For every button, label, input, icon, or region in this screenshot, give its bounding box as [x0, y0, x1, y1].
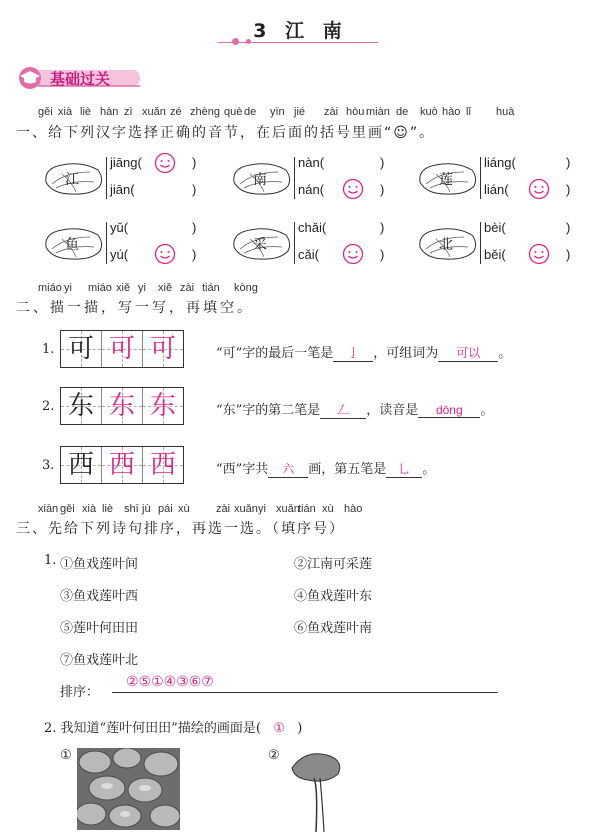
- pinyin-option-2: yú(: [110, 247, 129, 262]
- fill-blank-sentence: [216, 399, 493, 419]
- answer-blank[interactable]: 可以: [438, 344, 498, 362]
- pinyin-syllable: hào: [344, 503, 363, 515]
- pinyin-syllable: xuǎn: [234, 503, 258, 515]
- trace-write-row: [0, 330, 601, 370]
- subquestion-2-text: [44, 717, 302, 736]
- pinyin-syllable: xù: [322, 503, 334, 515]
- pinyin-syllable: miàn: [366, 106, 390, 118]
- row-number: 2.: [42, 399, 55, 414]
- trace-cell: 东: [61, 388, 102, 424]
- sentence-text: 。: [480, 403, 494, 418]
- close-paren: ): [192, 155, 197, 170]
- writing-grid[interactable]: [60, 330, 184, 368]
- pinyin-syllable: kuò: [420, 106, 438, 118]
- hanzi-char: 南: [253, 172, 267, 188]
- pinyin-syllable: xuǎn: [276, 503, 300, 515]
- pinyin-option-1: chǎi(: [298, 220, 327, 235]
- poem-line: ⑦鱼戏莲叶北: [60, 653, 139, 668]
- answer-slot[interactable]: [154, 152, 176, 178]
- pinyin-option-2: běi(: [484, 247, 506, 262]
- answer-slot[interactable]: [342, 243, 364, 269]
- subquestion-1-number: 1.: [44, 553, 57, 568]
- pinyin-choice-item: [42, 155, 212, 205]
- pinyin-option-2: nán(: [298, 182, 325, 197]
- trace-cell: 西: [102, 447, 143, 483]
- image-2-label: ②: [268, 748, 280, 763]
- order-answer-line[interactable]: [112, 676, 498, 693]
- pinyin-syllable: shī: [124, 503, 139, 515]
- pinyin-syllable: zài: [180, 282, 195, 294]
- subquestion-2-answer[interactable]: ①: [273, 721, 285, 736]
- smiley-icon: [528, 178, 550, 200]
- pinyin-choice-item: [42, 220, 212, 270]
- question-2-pinyin: [38, 282, 338, 294]
- pinyin-syllable: yi: [64, 282, 72, 294]
- bracket-divider: [294, 222, 295, 264]
- order-label: 排序：: [60, 685, 100, 700]
- pinyin-syllable: yīn: [270, 106, 285, 118]
- pinyin-syllable: gěi: [60, 503, 75, 515]
- bracket-divider: [294, 157, 295, 199]
- close-paren: ): [380, 220, 385, 235]
- row-number: 1.: [42, 342, 55, 357]
- question-3-pinyin: [38, 503, 418, 515]
- pinyin-option-1: bèi(: [484, 220, 506, 235]
- pinyin-option-1: liáng(: [484, 155, 516, 170]
- pinyin-syllable: lǐ: [466, 106, 471, 118]
- trace-cell: 可: [143, 331, 183, 367]
- image-1-label: ①: [60, 748, 72, 763]
- pinyin-syllable: gěi: [38, 106, 53, 118]
- trace-cell: 西: [61, 447, 102, 483]
- pinyin-option-2: jiān(: [110, 182, 135, 197]
- sentence-text: 。: [422, 462, 436, 477]
- pinyin-syllable: yi: [138, 282, 146, 294]
- pinyin-syllable: zài: [216, 503, 231, 515]
- close-paren: ): [566, 182, 571, 197]
- bracket-divider: [106, 157, 107, 199]
- pinyin-syllable: zé: [170, 106, 182, 118]
- pinyin-syllable: de: [396, 106, 409, 118]
- hanzi-char: 鱼: [65, 237, 79, 253]
- trace-write-row: [0, 446, 601, 486]
- subquestion-2-prompt: 2. 我知道“莲叶何田田”描绘的画面是(: [44, 721, 261, 736]
- pinyin-option-1: nàn(: [298, 155, 325, 170]
- hanzi-char: 北: [439, 237, 453, 253]
- title-dot: [232, 38, 239, 45]
- pinyin-syllable: hòu: [346, 106, 365, 118]
- pinyin-option-2: cǎi(: [298, 247, 319, 262]
- trace-cell: 可: [102, 331, 143, 367]
- pinyin-syllable: xià: [58, 106, 73, 118]
- bracket-divider: [106, 222, 107, 264]
- smiley-icon: [154, 243, 176, 265]
- pinyin-syllable: hào: [442, 106, 461, 118]
- pinyin-syllable: miáo: [38, 282, 62, 294]
- close-paren: ): [566, 155, 571, 170]
- answer-blank[interactable]: dōng: [418, 403, 480, 418]
- pinyin-syllable: què: [224, 106, 243, 118]
- sentence-text: ，可组词为: [373, 346, 439, 361]
- pinyin-syllable: xiě: [158, 282, 173, 294]
- pinyin-syllable: xù: [178, 503, 190, 515]
- question-2-text: 二、描一描，写一写，再填空。: [16, 300, 254, 316]
- pinyin-syllable: xuǎn: [142, 106, 166, 118]
- question-1-pinyin: [38, 106, 578, 118]
- trace-cell: 东: [102, 388, 143, 424]
- close-paren: ): [192, 247, 197, 262]
- smiley-icon: [342, 243, 364, 265]
- close-paren: ): [380, 182, 385, 197]
- close-paren: ): [380, 247, 385, 262]
- section-badge-label: 基础过关: [50, 70, 111, 88]
- hanzi-char: 莲: [439, 172, 453, 188]
- pinyin-syllable: zài: [324, 106, 339, 118]
- smiley-icon: [154, 152, 176, 174]
- row-number: 3.: [42, 458, 55, 473]
- close-paren: ): [380, 155, 385, 170]
- answer-blank[interactable]: 𠃋: [320, 401, 366, 419]
- trace-write-row: [0, 387, 601, 427]
- subquestion-2-close: ): [297, 721, 303, 736]
- pinyin-syllable: tián: [202, 282, 220, 294]
- pinyin-choice-item: [230, 220, 400, 270]
- pinyin-syllable: xiān: [38, 503, 59, 515]
- close-paren: ): [192, 182, 197, 197]
- graduation-cap-icon: [19, 67, 41, 89]
- page-title: 3 江 南: [253, 20, 348, 42]
- hanzi-char: 采: [253, 237, 267, 253]
- close-paren: ): [192, 220, 197, 235]
- pinyin-syllable: kòng: [234, 282, 258, 294]
- answer-slot[interactable]: [528, 243, 550, 269]
- poem-line: ③鱼戏莲叶西: [60, 589, 139, 604]
- pinyin-syllable: yi: [258, 503, 266, 515]
- answer-slot[interactable]: [154, 243, 176, 269]
- pinyin-choice-item: [230, 155, 400, 205]
- poem-line: ④鱼戏莲叶东: [294, 589, 373, 604]
- trace-cell: 东: [143, 388, 183, 424]
- bracket-divider: [480, 157, 481, 199]
- single-lotus-leaf-drawing[interactable]: [286, 748, 346, 832]
- pinyin-syllable: liè: [80, 106, 92, 118]
- answer-blank[interactable]: 亅: [333, 344, 373, 362]
- pinyin-syllable: miáo: [88, 282, 112, 294]
- pinyin-syllable: liè: [102, 503, 114, 515]
- pinyin-syllable: zì: [124, 106, 133, 118]
- title-dot: [246, 39, 251, 44]
- close-paren: ): [566, 247, 571, 262]
- pinyin-option-2: lián(: [484, 182, 509, 197]
- sentence-text: ，读音是: [366, 403, 419, 418]
- writing-grid[interactable]: [60, 446, 184, 484]
- poem-line: ⑥鱼戏莲叶南: [294, 621, 373, 636]
- title-underline: [218, 42, 378, 43]
- pinyin-syllable: zhèng: [190, 106, 220, 118]
- answer-slot[interactable]: [528, 178, 550, 204]
- lotus-leaves-photo[interactable]: [77, 748, 180, 830]
- poem-line: ⑤莲叶何田田: [60, 621, 139, 636]
- writing-grid[interactable]: [60, 387, 184, 425]
- pinyin-option-1: jiāng(: [110, 155, 142, 170]
- sentence-text: “可”字的最后一笔是: [216, 346, 334, 361]
- smiley-icon: [528, 243, 550, 265]
- trace-cell: 西: [143, 447, 183, 483]
- pinyin-choice-item: [416, 155, 586, 205]
- pinyin-syllable: xià: [82, 503, 97, 515]
- pinyin-syllable: jù: [142, 503, 151, 515]
- sentence-text: 。: [498, 346, 512, 361]
- question-1-text: 一、给下列汉字选择正确的音节，在后面的括号里画“☺”。: [16, 125, 436, 141]
- pinyin-syllable: hàn: [100, 106, 119, 118]
- question-3-text: 三、先给下列诗句排序，再选一选。（填序号）: [16, 521, 345, 537]
- answer-slot[interactable]: [342, 178, 364, 204]
- close-paren: ): [566, 220, 571, 235]
- order-answer: ②⑤①④③⑥⑦: [126, 674, 214, 690]
- sentence-text: 画，第五笔是: [308, 462, 387, 477]
- pinyin-syllable: de: [244, 106, 257, 118]
- pinyin-option-1: yǔ(: [110, 220, 129, 235]
- bracket-divider: [480, 222, 481, 264]
- fill-blank-sentence: [216, 342, 511, 362]
- fill-blank-sentence: [216, 458, 435, 478]
- answer-blank[interactable]: 乚: [386, 460, 422, 478]
- trace-cell: 可: [61, 331, 102, 367]
- poem-line: ①鱼戏莲叶间: [60, 557, 139, 572]
- answer-blank[interactable]: 六: [268, 460, 308, 478]
- pinyin-syllable: tián: [298, 503, 316, 515]
- pinyin-syllable: jié: [294, 106, 306, 118]
- poem-line: ②江南可采莲: [294, 557, 373, 572]
- sentence-text: “西”字共: [216, 462, 269, 477]
- pinyin-syllable: huà: [496, 106, 515, 118]
- sentence-text: “东”字的第二笔是: [216, 403, 321, 418]
- hanzi-char: 江: [65, 172, 79, 188]
- smiley-icon: [342, 178, 364, 200]
- pinyin-syllable: xiě: [116, 282, 131, 294]
- pinyin-choice-item: [416, 220, 586, 270]
- pinyin-syllable: pái: [158, 503, 173, 515]
